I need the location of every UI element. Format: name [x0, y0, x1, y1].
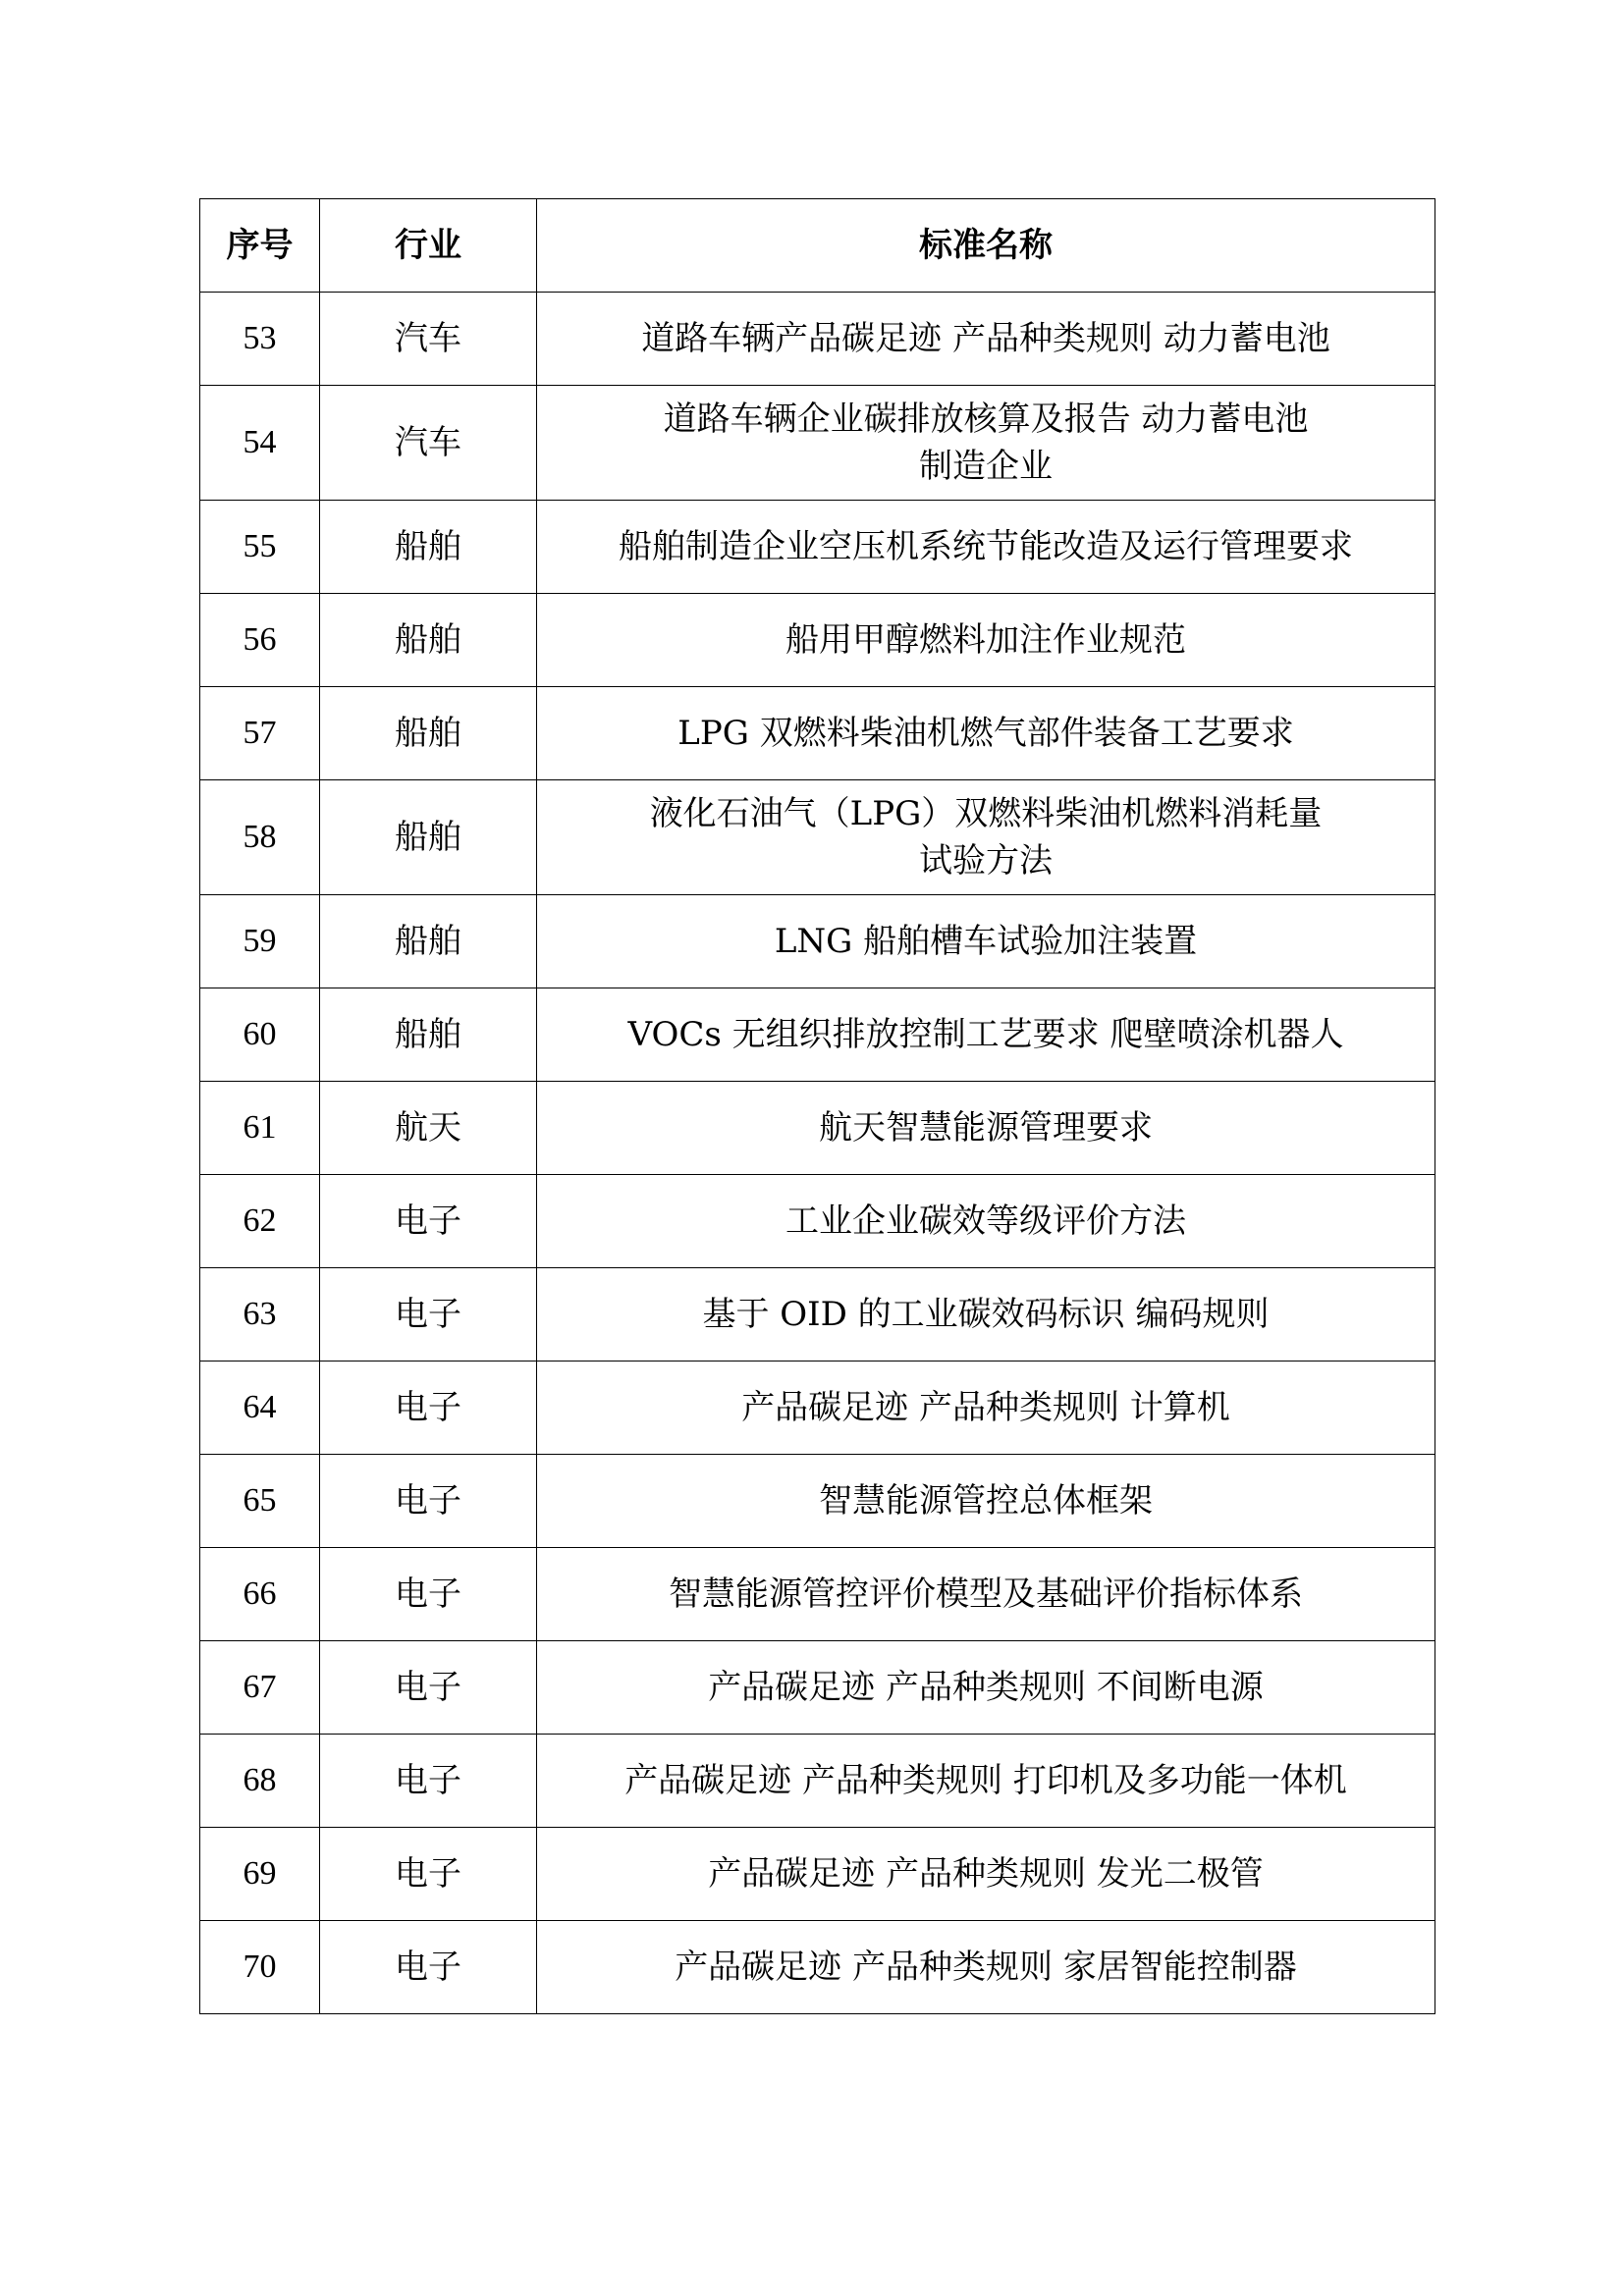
row-number: 69: [200, 1828, 320, 1921]
row-number: 60: [200, 988, 320, 1082]
row-number: 66: [200, 1548, 320, 1641]
standard-name-line: LNG 船舶槽车试验加注装置: [774, 922, 1198, 961]
standard-name-line: 产品碳足迹 产品种类规则 发光二极管: [708, 1854, 1264, 1894]
row-industry: 电子: [320, 1548, 537, 1641]
table-row: [200, 988, 1435, 1082]
row-number: 67: [200, 1641, 320, 1735]
standard-name-line: 产品碳足迹 产品种类规则 打印机及多功能一体机: [624, 1761, 1347, 1800]
row-number: 65: [200, 1455, 320, 1548]
standard-name-line: 试验方法: [919, 841, 1053, 881]
row-industry: 汽车: [320, 293, 537, 386]
standard-name-line: 产品碳足迹 产品种类规则 家居智能控制器: [675, 1948, 1297, 1987]
row-industry: 电子: [320, 1268, 537, 1362]
row-industry: 汽车: [320, 386, 537, 501]
row-industry: 船舶: [320, 895, 537, 988]
standard-name-line: 工业企业碳效等级评价方法: [785, 1201, 1186, 1241]
table-row: [200, 1082, 1435, 1175]
table-row: [200, 1548, 1435, 1641]
row-standard-name: [537, 1921, 1435, 2014]
row-number: 58: [200, 780, 320, 895]
table-row: [200, 1828, 1435, 1921]
row-industry: 电子: [320, 1921, 537, 2014]
standard-name-line: 道路车辆企业碳排放核算及报告 动力蓄电池: [663, 400, 1309, 439]
row-industry: 船舶: [320, 594, 537, 687]
row-standard-name: [537, 501, 1435, 594]
row-industry: 电子: [320, 1455, 537, 1548]
row-industry: 船舶: [320, 501, 537, 594]
row-industry: 电子: [320, 1175, 537, 1268]
row-industry: 电子: [320, 1362, 537, 1455]
row-standard-name: [537, 1082, 1435, 1175]
standard-name-line: LPG 双燃料柴油机燃气部件装备工艺要求: [677, 714, 1294, 753]
standard-name-line: 船用甲醇燃料加注作业规范: [785, 620, 1186, 660]
header-industry: 行业: [320, 199, 537, 293]
standard-name-line: 制造企业: [919, 447, 1053, 486]
row-standard-name: [537, 780, 1435, 895]
header-seq: 序号: [200, 199, 320, 293]
table-row: [200, 1921, 1435, 2014]
row-standard-name: [537, 1362, 1435, 1455]
standard-name-line: 产品碳足迹 产品种类规则 计算机: [741, 1388, 1230, 1427]
row-number: 63: [200, 1268, 320, 1362]
row-number: 64: [200, 1362, 320, 1455]
row-number: 56: [200, 594, 320, 687]
standard-name-line: 产品碳足迹 产品种类规则 不间断电源: [708, 1668, 1264, 1707]
row-standard-name: [537, 1828, 1435, 1921]
standards-table: [199, 198, 1435, 2014]
table-row: [200, 780, 1435, 895]
row-number: 70: [200, 1921, 320, 2014]
row-industry: 船舶: [320, 988, 537, 1082]
row-standard-name: [537, 1175, 1435, 1268]
standard-name-line: 液化石油气（LPG）双燃料柴油机燃料消耗量: [649, 794, 1323, 833]
row-standard-name: [537, 1641, 1435, 1735]
table-row: [200, 1175, 1435, 1268]
table-row: [200, 1268, 1435, 1362]
row-standard-name: [537, 687, 1435, 780]
table-row: [200, 1362, 1435, 1455]
row-standard-name: [537, 386, 1435, 501]
table-row: [200, 687, 1435, 780]
row-industry: 电子: [320, 1828, 537, 1921]
row-number: 55: [200, 501, 320, 594]
row-standard-name: [537, 293, 1435, 386]
row-industry: 电子: [320, 1641, 537, 1735]
row-standard-name: [537, 1268, 1435, 1362]
table-row: [200, 1641, 1435, 1735]
row-industry: 电子: [320, 1735, 537, 1828]
table-row: [200, 501, 1435, 594]
table-body: [200, 293, 1435, 2014]
table-row: [200, 594, 1435, 687]
table-row: [200, 895, 1435, 988]
row-number: 57: [200, 687, 320, 780]
standard-name-line: VOCs 无组织排放控制工艺要求 爬壁喷涂机器人: [627, 1015, 1344, 1054]
header-standard-name: 标准名称: [537, 199, 1435, 293]
row-standard-name: [537, 1735, 1435, 1828]
row-standard-name: [537, 895, 1435, 988]
row-standard-name: [537, 594, 1435, 687]
row-standard-name: [537, 1548, 1435, 1641]
table-row: [200, 1735, 1435, 1828]
row-number: 61: [200, 1082, 320, 1175]
row-industry: 航天: [320, 1082, 537, 1175]
table-row: [200, 386, 1435, 501]
row-number: 62: [200, 1175, 320, 1268]
standard-name-line: 智慧能源管控总体框架: [819, 1481, 1153, 1521]
row-standard-name: [537, 988, 1435, 1082]
row-number: 68: [200, 1735, 320, 1828]
standard-name-line: 道路车辆产品碳足迹 产品种类规则 动力蓄电池: [641, 319, 1330, 358]
standard-name-line: 基于 OID 的工业碳效码标识 编码规则: [702, 1295, 1270, 1334]
standard-name-line: 航天智慧能源管理要求: [819, 1108, 1153, 1148]
row-number: 53: [200, 293, 320, 386]
table-row: [200, 1455, 1435, 1548]
table-row: [200, 293, 1435, 386]
standard-name-line: 智慧能源管控评价模型及基础评价指标体系: [669, 1575, 1303, 1614]
table-header-row: [200, 199, 1435, 293]
row-standard-name: [537, 1455, 1435, 1548]
row-number: 54: [200, 386, 320, 501]
standard-name-line: 船舶制造企业空压机系统节能改造及运行管理要求: [619, 527, 1353, 566]
row-number: 59: [200, 895, 320, 988]
row-industry: 船舶: [320, 780, 537, 895]
row-industry: 船舶: [320, 687, 537, 780]
